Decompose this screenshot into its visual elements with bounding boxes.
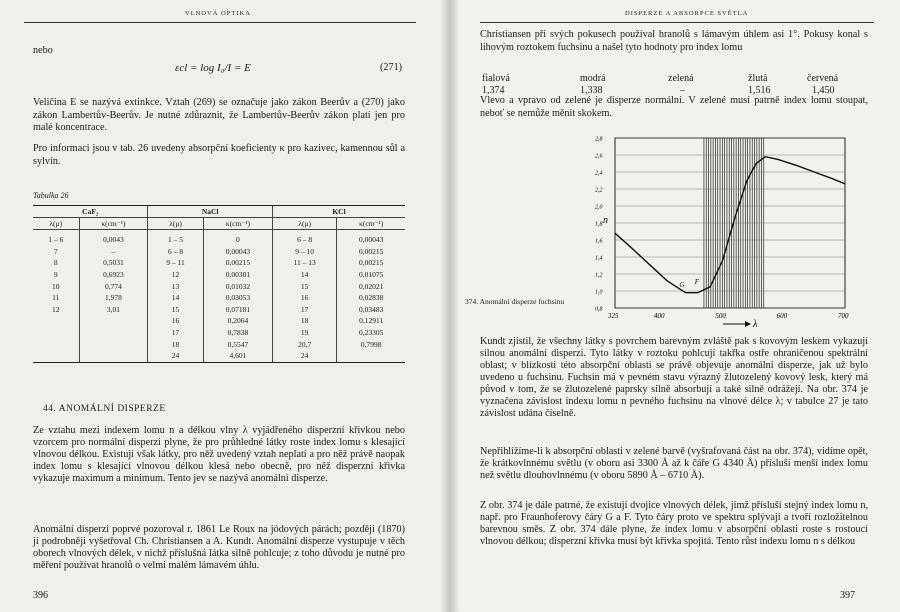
table-cell: 15 xyxy=(148,304,203,316)
color-label: červená xyxy=(807,73,839,84)
paragraph-christiansen: Christiansen při svých pokusech používal hranolů s lámavým úhlem asi 1°. Pokusy konal s lihovým roztokem fuchsinu a našel tyto hodnoty pro index lomu xyxy=(480,29,868,53)
table-body xyxy=(33,230,405,363)
table-cell: 0,03483 xyxy=(337,304,405,316)
y-tick-label: 1,8 xyxy=(595,221,603,228)
table-cell: 0,01075 xyxy=(337,269,405,281)
table-cell: 0,03053 xyxy=(203,292,272,304)
dispersion-chart xyxy=(593,128,855,328)
table-cell: 6 – 8 xyxy=(148,246,203,258)
table-cell: 16 xyxy=(148,315,203,327)
table-cell: 3,01 xyxy=(79,304,148,316)
paragraph-normalni: Vlevo a vpravo od zelené je disperze normální. V zelené musí patrně index lomu stoupat, neboť se nemůže měnit skokem. xyxy=(480,95,868,119)
color-label: modrá xyxy=(580,73,606,84)
table-row xyxy=(33,230,405,246)
table-subheader: κ(cm⁻¹) xyxy=(79,218,148,230)
table-cell: 0,23305 xyxy=(337,327,405,339)
index-value: 1,450 xyxy=(812,85,835,96)
table-cell: 19 xyxy=(273,327,337,339)
table-cell: 0,00215 xyxy=(337,246,405,258)
table-group-header: CaF₂ xyxy=(33,206,148,218)
index-value: 1,338 xyxy=(580,85,603,96)
section-heading: 44. ANOMÁLNÍ DISPERZE xyxy=(43,404,166,414)
figure-caption: 374. Anomální disperze fuchsinu xyxy=(465,297,565,306)
y-tick-label: 1,4 xyxy=(595,255,603,262)
table-cell xyxy=(33,327,79,339)
index-value: 1,374 xyxy=(482,85,505,96)
x-tick-label: 500 xyxy=(715,312,726,320)
table-cell xyxy=(33,315,79,327)
table-cell xyxy=(337,350,405,362)
paragraph-historie: Anomální disperzi poprvé pozoroval r. 1861 Le Roux na jódových párách; později (1870) ji podrobněji vyšetřoval Ch. Christiansen a A. Kundt. Anomální disperze vystupuje v těch oborech vlnových délek, v nichž příslušná látka silně pohlcuje; z toho důvodu je nutné pro měření používat hranolů o velmi malém lámavém úhlu. xyxy=(33,524,405,572)
table-caption: Tabulka 26 xyxy=(33,191,69,200)
y-tick-label: 2,6 xyxy=(595,153,603,160)
book-gutter xyxy=(440,0,460,612)
table-row xyxy=(33,269,405,281)
table-cell: 0,7998 xyxy=(337,338,405,350)
table-cell: – xyxy=(79,246,148,258)
table-cell: 15 xyxy=(273,280,337,292)
table-cell xyxy=(79,350,148,362)
left-running-head: VLNOVÁ OPTIKA xyxy=(185,10,251,17)
table-cell: 16 xyxy=(273,292,337,304)
table-group-header: NaCl xyxy=(148,206,273,218)
table-cell xyxy=(79,327,148,339)
table-cell: 9 – 10 xyxy=(273,246,337,258)
table-cell: 0,774 xyxy=(79,280,148,292)
table-cell: 0,00301 xyxy=(203,269,272,281)
x-tick-label: 600 xyxy=(776,312,788,320)
table-cell: 0,00043 xyxy=(337,230,405,246)
paragraph-kundt: Kundt zjistil, že všechny látky s povrchem barevným zvláště pak s kovovým leskem vykazují silnou anomální disperzi. Tyto látky v roztoku pohlcují takřka ostře ohraničenou spektrální oblast; v blízkosti této absorpční oblasti se právě objevuje anomální disperze, jak už bylo uvedeno u fuchsinu. Fuchsin má v pevném stavu výrazný žlutozelený kovový lesk, který má původ v tom, že se žlutozelené paprsky silně absorbují a také silně odrážejí. Na obr. 374 je vyznačena závislost indexu lomu n pevného fuchsinu na vlnové délce λ; v tabulce 27 je tato závislost udána číselně. xyxy=(480,336,868,420)
y-tick-label: 1,2 xyxy=(595,272,603,279)
table-cell: 11 – 13 xyxy=(273,257,337,269)
y-tick-labels xyxy=(595,137,603,313)
table-cell: 1,978 xyxy=(79,292,148,304)
annotation-g: G xyxy=(679,280,685,289)
table-cell: 0,6923 xyxy=(79,269,148,281)
table-row xyxy=(33,350,405,362)
paragraph-absorpcni-oblast: Nepřihlížíme-li k absorpční oblasti v zelené barvě (vyšrafovaná část na obr. 374), vidíme opět, že krátkovlnnému světlu (v oboru asi 3300 Å až k čáře G 4340 Å) přísluší menší index lomu než světlu dlouhovlnnému (v oboru 5890 Å – 6710 Å). xyxy=(480,446,868,482)
table-cell: 20,7 xyxy=(273,338,337,350)
table-subheader: κ(cm⁻¹) xyxy=(203,218,272,230)
right-head-rule xyxy=(480,22,874,23)
right-running-head: DISPERZE A ABSORPCE SVĚTLA xyxy=(625,10,749,17)
equation-271: εcl = log I₀/I = E xyxy=(175,62,251,74)
table-subheader: λ(μ) xyxy=(273,218,337,230)
table-cell: 0,02838 xyxy=(337,292,405,304)
table-cell: 1 – 6 xyxy=(48,235,64,245)
table-row xyxy=(33,280,405,292)
table-row xyxy=(33,246,405,258)
table-cell xyxy=(33,338,79,350)
table-cell: 0,00043 xyxy=(203,246,272,258)
table-row xyxy=(33,338,405,350)
y-tick-label: 1,0 xyxy=(595,289,603,296)
table-cell: 9 xyxy=(53,270,58,280)
table-cell: 4,601 xyxy=(203,350,272,362)
x-tick-label: 400 xyxy=(654,312,665,320)
table-cell: 18 xyxy=(273,315,337,327)
table-cell: 17 xyxy=(148,327,203,339)
table-cell: 13 xyxy=(148,280,203,292)
paragraph-anomalni-definice: Ze vztahu mezi indexem lomu n a délkou vlny λ vyjádřeného disperzní křivkou nebo vzorcem pro normální disperzi plyne, že pro průhledné látky roste index lomu s klesající vlnovou délkou. Existují však látky, pro něž uvedený vztah neplatí a pro něž právě naopak index lomu s klesající vlnovou délkou klesá nebo obecně, pro něž disperzní křivka vykazuje maximum a minimum. Tento jev se nazývá anomální disperze. xyxy=(33,425,405,485)
dispersion-curve xyxy=(615,157,845,293)
table-cell: 0 xyxy=(203,230,272,246)
table-row xyxy=(33,304,405,316)
table-cell: 8 xyxy=(53,258,58,268)
table-cell: 0,01032 xyxy=(203,280,272,292)
table-cell: 6 – 8 xyxy=(273,230,337,246)
table-cell: 7 xyxy=(53,246,58,256)
table-cell: 18 xyxy=(148,338,203,350)
table-cell xyxy=(33,350,79,362)
color-label: zelená xyxy=(668,73,694,84)
paragraph-extinkce: Veličina E se nazývá extinkce. Vztah (269) se označuje jako zákon Beerův a (270) jako zákon Lambertův-Beerův. Je nutné zdůraznit, že Lambertův-Beerův zákon platí jen pro malé koncentrace. xyxy=(33,97,405,134)
y-tick-label: 2,8 xyxy=(595,136,603,143)
y-tick-label: 2,0 xyxy=(595,204,603,211)
x-tick-labels xyxy=(607,312,849,320)
table-cell: 9 – 11 xyxy=(148,257,203,269)
x-tick-label: 325 xyxy=(608,312,619,320)
table-cell: 0,00215 xyxy=(337,257,405,269)
table-row xyxy=(33,292,405,304)
index-value: 1,516 xyxy=(748,85,771,96)
x-axis-label: λ xyxy=(753,319,758,328)
absorption-table xyxy=(33,205,405,363)
table-subheader: λ(μ) xyxy=(148,218,203,230)
y-axis-label: n xyxy=(603,215,608,226)
table-cell: 0,2064 xyxy=(203,315,272,327)
table-cell: 24 xyxy=(148,350,203,362)
y-tick-label: 0,8 xyxy=(595,306,603,313)
right-page-number: 397 xyxy=(840,590,855,601)
table-cell: 14 xyxy=(273,269,337,281)
index-value: – xyxy=(680,85,685,96)
y-tick-label: 2,4 xyxy=(595,170,603,177)
table-cell: 0,07181 xyxy=(203,304,272,316)
color-label: žlutá xyxy=(748,73,768,84)
table-cell: 0,00215 xyxy=(203,257,272,269)
paragraph-dvojice: Z obr. 374 je dále patrné, že existují dvojice vlnových délek, jimž přísluší stejný index lomu n, např. pro Fraunhoferovy čáry G a F. Tyto čáry proto ve spektru splývají a tvoří rozložitelnou barevnou směs. Z obr. 374 dále plyne, že index lomu v absorpční oblasti roste s rostoucí vlnovou délkou; disperzní křivka musí být křivka spojitá. Tento růst indexu lomu n s délkou xyxy=(480,500,868,548)
left-page-number: 396 xyxy=(33,590,48,601)
table-cell: 12 xyxy=(52,304,60,314)
table-cell: 0,02021 xyxy=(337,280,405,292)
table-cell xyxy=(79,338,148,350)
table-cell: 0,5031 xyxy=(79,257,148,269)
table-row xyxy=(33,315,405,327)
table-cell: 0,7838 xyxy=(203,327,272,339)
left-head-rule xyxy=(24,22,416,23)
x-axis-arrow xyxy=(723,321,751,327)
y-tick-label: 1,6 xyxy=(595,238,603,245)
table-subheader: κ(cm⁻¹) xyxy=(337,218,405,230)
table-cell: 24 xyxy=(273,350,337,362)
table-cell: 17 xyxy=(273,304,337,316)
chart-gridlines xyxy=(615,138,845,308)
table-cell: 1 – 5 xyxy=(148,230,203,246)
table-cell: 0,5547 xyxy=(203,338,272,350)
table-cell: 0,0043 xyxy=(79,230,148,246)
table-cell: 12 xyxy=(148,269,203,281)
table-group-header: KCl xyxy=(273,206,405,218)
table-cell: 0,12911 xyxy=(337,315,405,327)
table-cell: 14 xyxy=(148,292,203,304)
table-row xyxy=(33,257,405,269)
paragraph-table-intro: Pro informaci jsou v tab. 26 uvedeny absorpční koeficienty κ pro kazivec, kamennou sůl a sylvín. xyxy=(33,143,405,167)
y-tick-label: 2,2 xyxy=(595,187,603,194)
table-cell: 11 xyxy=(52,293,60,303)
color-label: fialová xyxy=(482,73,510,84)
equation-number: (271) xyxy=(380,62,403,73)
table-cell xyxy=(79,315,148,327)
table-cell: 10 xyxy=(52,281,60,291)
table-subheader: λ(μ) xyxy=(33,218,79,230)
x-tick-label: 700 xyxy=(838,312,849,320)
table-row xyxy=(33,327,405,339)
nebo-word: nebo xyxy=(33,45,53,56)
annotation-f: F xyxy=(694,278,700,287)
